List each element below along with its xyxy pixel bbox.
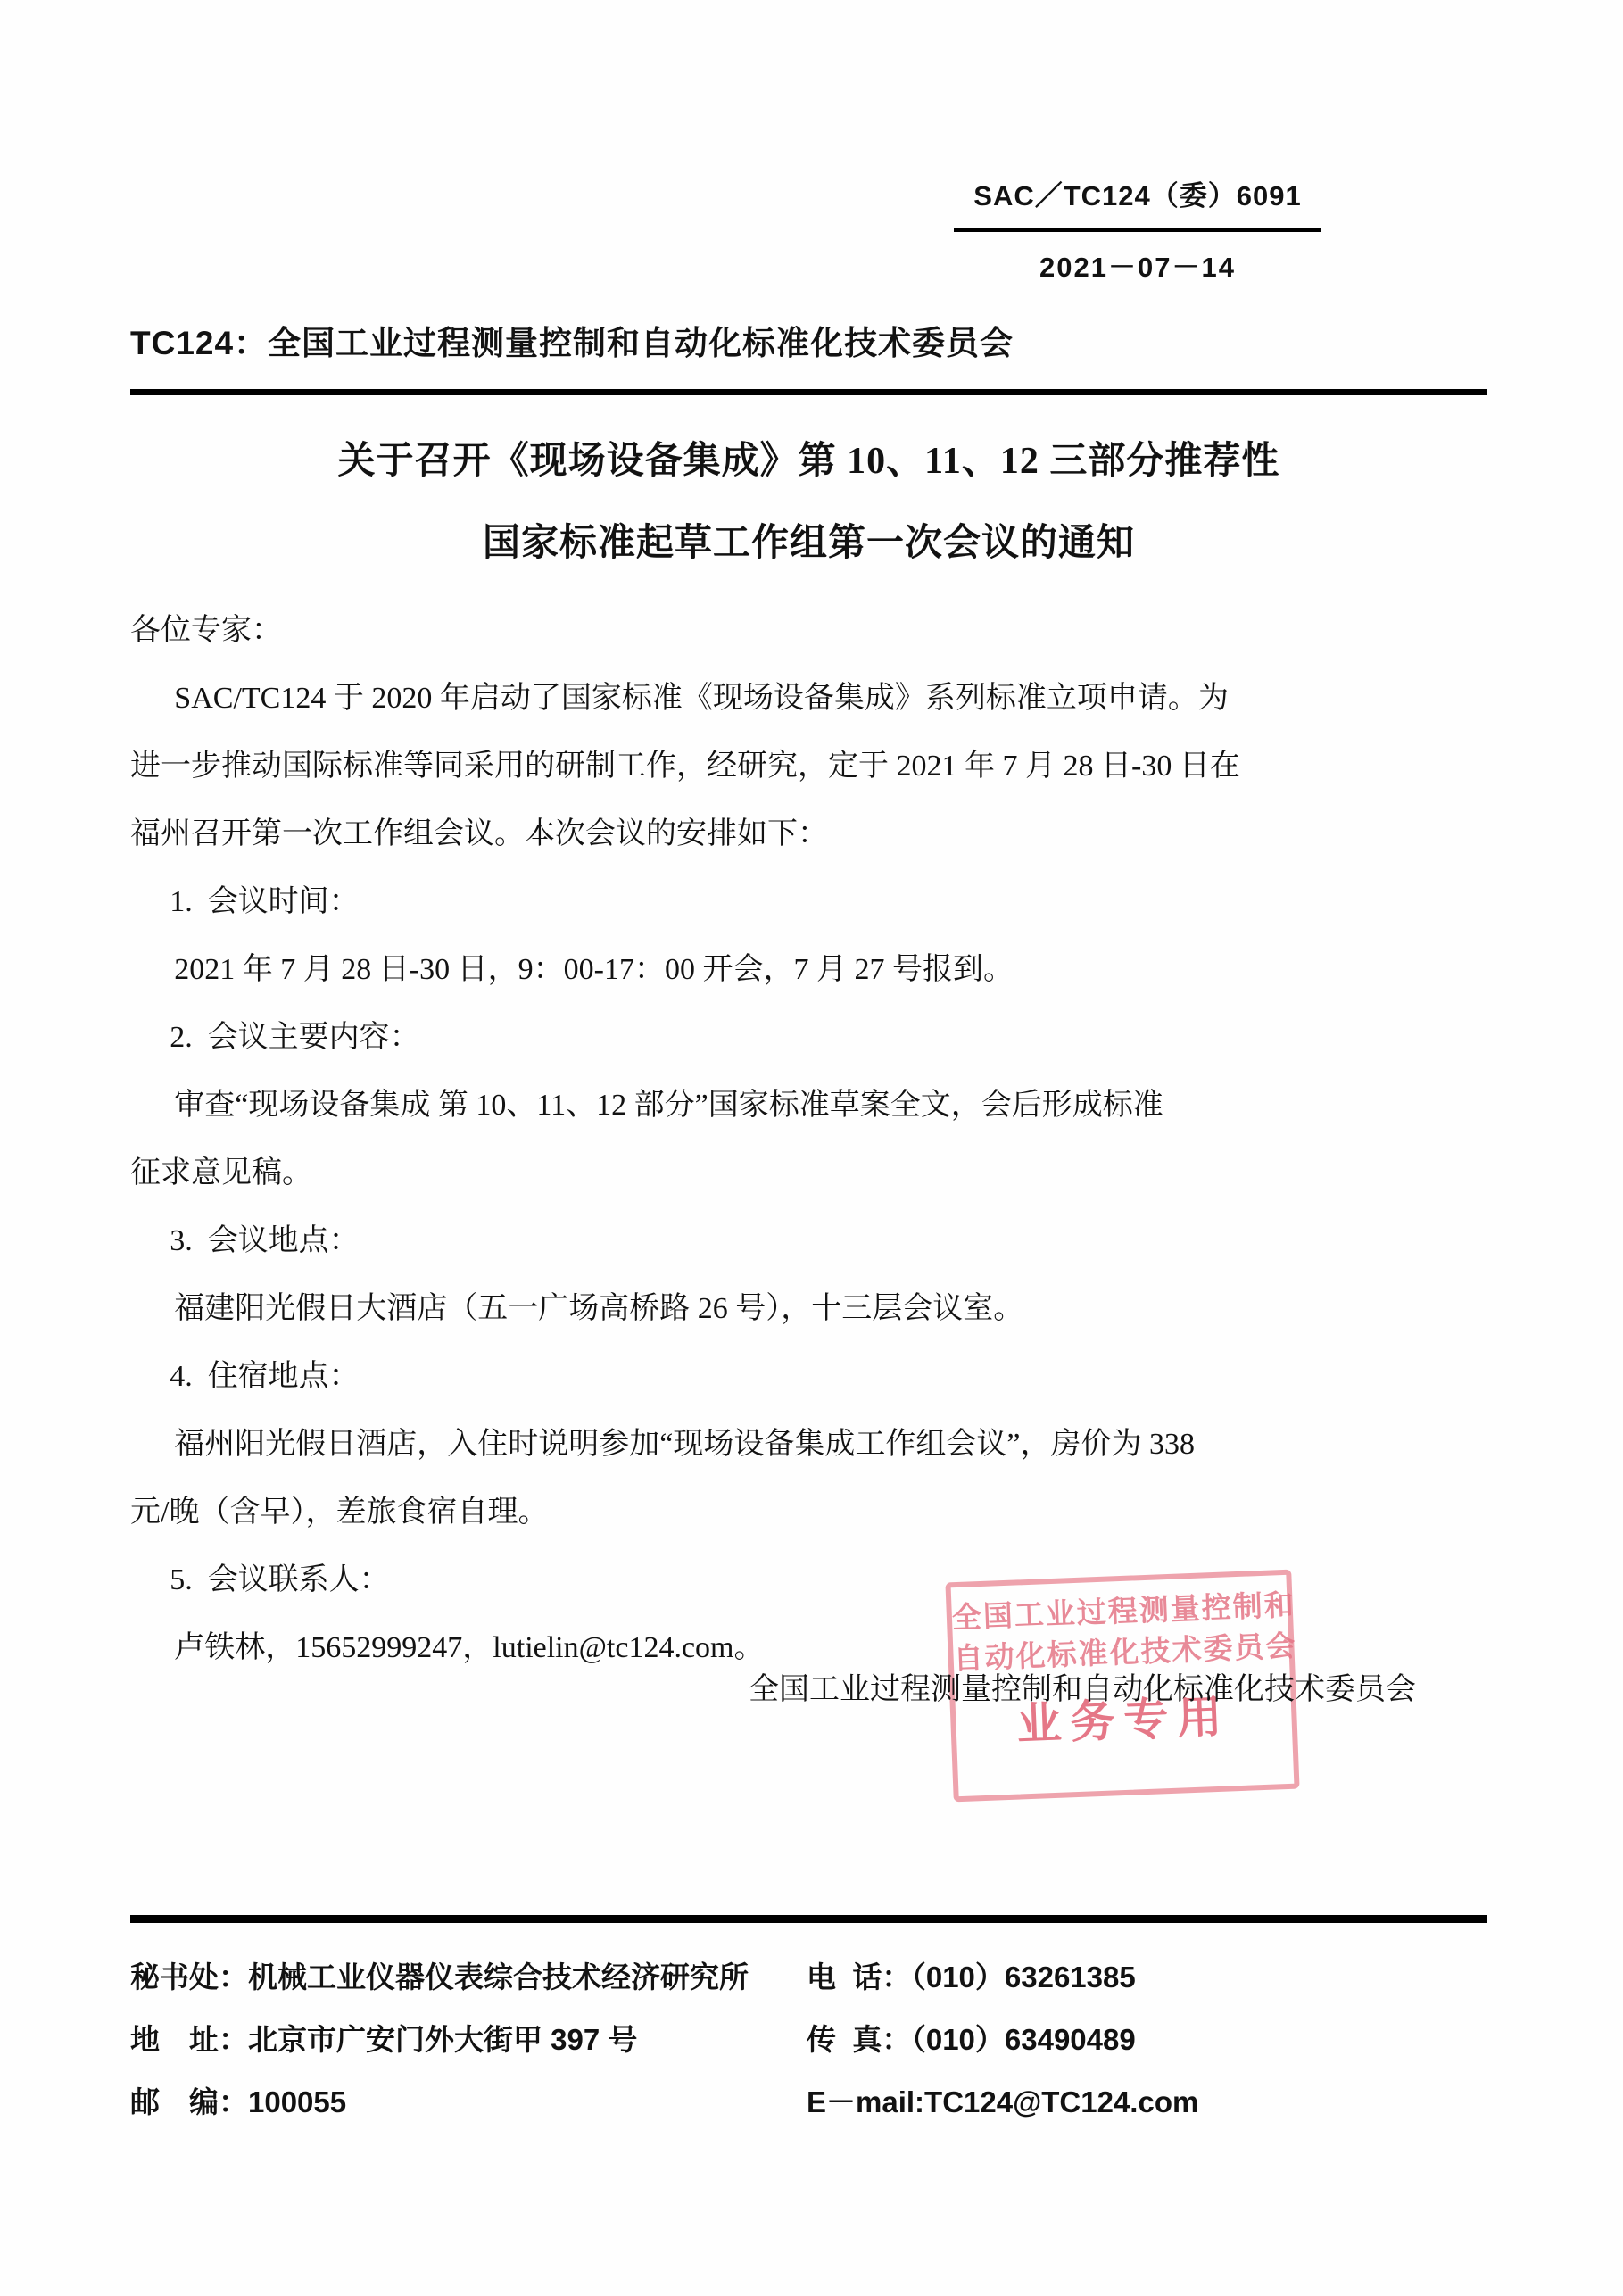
doc-header [954,178,1321,286]
document-title [130,420,1487,584]
footer-left-column [130,1946,807,2134]
footer-address: 地 址：北京市广安门外大街甲 397 号 [130,2023,638,2056]
body-line-item: 4. 住宿地点： [170,1360,360,1393]
doc-number-underline [954,228,1321,232]
body-line: SAC/TC124 于 2020 年启动了国家标准《现场设备集成》系列标准立项申请。为 [174,682,1229,715]
body-line-item: 3. 会议地点： [170,1224,360,1257]
body-line: 征求意见稿。 [130,1156,312,1189]
title-line-1: 关于召开《现场设备集成》第 10、11、12 三部分推荐性 [337,441,1280,482]
body-line-item: 5. 会议联系人： [170,1563,390,1596]
body-line: 福州召开第一次工作组会议。本次会议的安排如下： [130,817,828,850]
body-line-item: 1. 会议时间： [170,885,360,918]
footer-phone: 电 话：（010）63261385 [807,1960,1136,1993]
footer-secretariat: 秘书处：机械工业仪器仪表综合技术经济研究所 [130,1960,749,1993]
stamp-badge-text: 业务专用 [1015,1691,1232,1750]
stamp-text-line-1: 全国工业过程测量控制和 [951,1589,1296,1636]
body-line: 福州阳光假日酒店，入住时说明参加“现场设备集成工作组会议”，房价为 338 [174,1428,1195,1461]
body-line-item: 2. 会议主要内容： [170,1021,420,1054]
stamp-text-line-2: 自动化标准化技术委员会 [953,1630,1298,1677]
heading-rule [130,389,1487,395]
body-line: 元/晚（含早），差旅食宿自理。 [130,1496,549,1529]
footer-rule [130,1915,1487,1923]
doc-date: 2021－07－14 [1039,252,1236,283]
body-line: 进一步推动国际标准等同采用的研制工作，经研究，定于 2021 年 7 月 28 日-30 日在 [130,750,1240,783]
title-line-2: 国家标准起草工作组第一次会议的通知 [482,523,1135,564]
footer-postcode: 邮 编：100055 [130,2085,347,2118]
body-line: 福建阳光假日大酒店（五一广场高桥路 26 号），十三层会议室。 [174,1292,1024,1325]
document-footer [130,1915,1487,2134]
body-line: 审查“现场设备集成 第 10、11、12 部分”国家标准草案全文，会后形成标准 [174,1089,1163,1122]
footer-right-column [807,1946,1487,2134]
footer-email: E－mail:TC124@TC124.com [807,2085,1199,2118]
doc-number: SAC／TC124（委）6091 [973,180,1302,211]
body-line: 2021 年 7 月 28 日-30 日，9：00-17：00 开会，7 月 27 号报到。 [174,953,1014,986]
footer-fax: 传 真：（010）63490489 [807,2023,1136,2056]
body-text [130,665,1487,1682]
committee-heading: TC124：全国工业过程测量控制和自动化标准化技术委员会 [130,325,1014,361]
signature-committee-name: 全国工业过程测量控制和自动化标准化技术委员会 [749,1673,1416,1706]
body-line: 卢铁林，15652999247，lutielin@tc124.com。 [174,1631,765,1664]
greeting: 各位专家： [130,614,282,647]
